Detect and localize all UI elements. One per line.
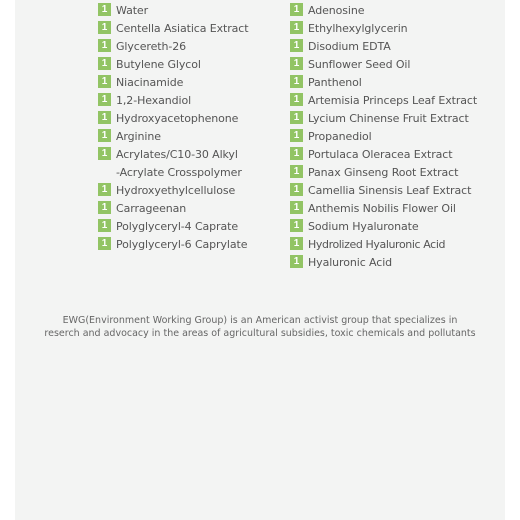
ewg-grade-badge: 1 xyxy=(98,183,111,196)
ingredient-name-continued: -Acrylate Crosspolymer xyxy=(116,166,242,179)
ingredient-name: Panax Ginseng Root Extract xyxy=(308,166,459,179)
ewg-grade-badge: 1 xyxy=(290,75,303,88)
ingredient-name: Panthenol xyxy=(308,76,362,89)
ingredient-name: Sunflower Seed Oil xyxy=(308,58,411,71)
ingredient-name: Arginine xyxy=(116,130,161,143)
ewg-footnote-line2: reserch and advocacy in the areas of agricultural subsidies, toxic chemicals and pollutants xyxy=(44,328,476,339)
ewg-grade-badge: 1 xyxy=(290,147,303,160)
ewg-grade-badge: 1 xyxy=(290,21,303,34)
ingredient-name: Disodium EDTA xyxy=(308,40,391,53)
ewg-grade-badge: 1 xyxy=(98,75,111,88)
ewg-grade-badge: 1 xyxy=(98,57,111,70)
ewg-grade-badge: 1 xyxy=(290,219,303,232)
ewg-grade-badge: 1 xyxy=(290,183,303,196)
ingredient-name: Hyaluronic Acid xyxy=(308,256,393,269)
ewg-grade-badge: 1 xyxy=(98,21,111,34)
ingredient-name: Propanediol xyxy=(308,130,372,143)
ewg-grade-badge: 1 xyxy=(98,219,111,232)
ewg-grade-badge: 1 xyxy=(290,165,303,178)
ewg-grade-badge: 1 xyxy=(98,93,111,106)
ingredient-name: Portulaca Oleracea Extract xyxy=(308,148,453,161)
ingredient-name: Hydroxyacetophenone xyxy=(116,112,239,125)
ewg-grade-badge: 1 xyxy=(290,3,303,16)
ewg-grade-badge: 1 xyxy=(98,111,111,124)
ewg-grade-badge: 1 xyxy=(290,255,303,268)
ewg-grade-badge: 1 xyxy=(290,111,303,124)
ewg-grade-badge: 1 xyxy=(290,93,303,106)
ingredient-name: Butylene Glycol xyxy=(116,58,201,71)
ingredient-name: Polyglyceryl-6 Caprylate xyxy=(116,238,248,251)
ingredient-name: Carrageenan xyxy=(116,202,187,215)
ewg-grade-badge: 1 xyxy=(98,147,111,160)
ingredient-name: Artemisia Princeps Leaf Extract xyxy=(308,94,478,107)
ewg-grade-badge: 1 xyxy=(98,3,111,16)
ingredient-name: Water xyxy=(116,4,149,17)
ewg-grade-badge: 1 xyxy=(290,237,303,250)
ingredient-name: Ethylhexylglycerin xyxy=(308,22,408,35)
ingredient-name: Niacinamide xyxy=(116,76,184,89)
ingredient-panel xyxy=(15,0,505,520)
ingredient-name: 1,2-Hexandiol xyxy=(116,94,192,107)
ewg-footnote-line1: EWG(Environment Working Group) is an American activist group that specializes in xyxy=(62,315,458,326)
ingredient-name: Centella Asiatica Extract xyxy=(116,22,249,35)
ewg-grade-badge: 1 xyxy=(290,201,303,214)
ingredient-name: Hydroxyethylcellulose xyxy=(116,184,236,197)
ingredient-name: Adenosine xyxy=(308,4,365,17)
ingredient-name: Sodium Hyaluronate xyxy=(308,220,419,233)
ewg-grade-badge: 1 xyxy=(98,201,111,214)
ingredient-name: Camellia Sinensis Leaf Extract xyxy=(308,184,472,197)
ewg-grade-badge: 1 xyxy=(98,39,111,52)
ingredient-name: Acrylates/C10-30 Alkyl xyxy=(116,148,238,161)
ewg-grade-badge: 1 xyxy=(290,129,303,142)
ingredient-name: Hydrolized Hyaluronic Acid xyxy=(308,238,446,251)
ewg-grade-badge: 1 xyxy=(290,39,303,52)
ingredient-name: Polyglyceryl-4 Caprate xyxy=(116,220,239,233)
ewg-grade-badge: 1 xyxy=(290,57,303,70)
ingredient-name: Glycereth-26 xyxy=(116,40,187,53)
ewg-grade-badge: 1 xyxy=(98,129,111,142)
ingredient-name: Anthemis Nobilis Flower Oil xyxy=(308,202,456,215)
ewg-grade-badge: 1 xyxy=(98,237,111,250)
ingredient-name: Lycium Chinense Fruit Extract xyxy=(308,112,469,125)
